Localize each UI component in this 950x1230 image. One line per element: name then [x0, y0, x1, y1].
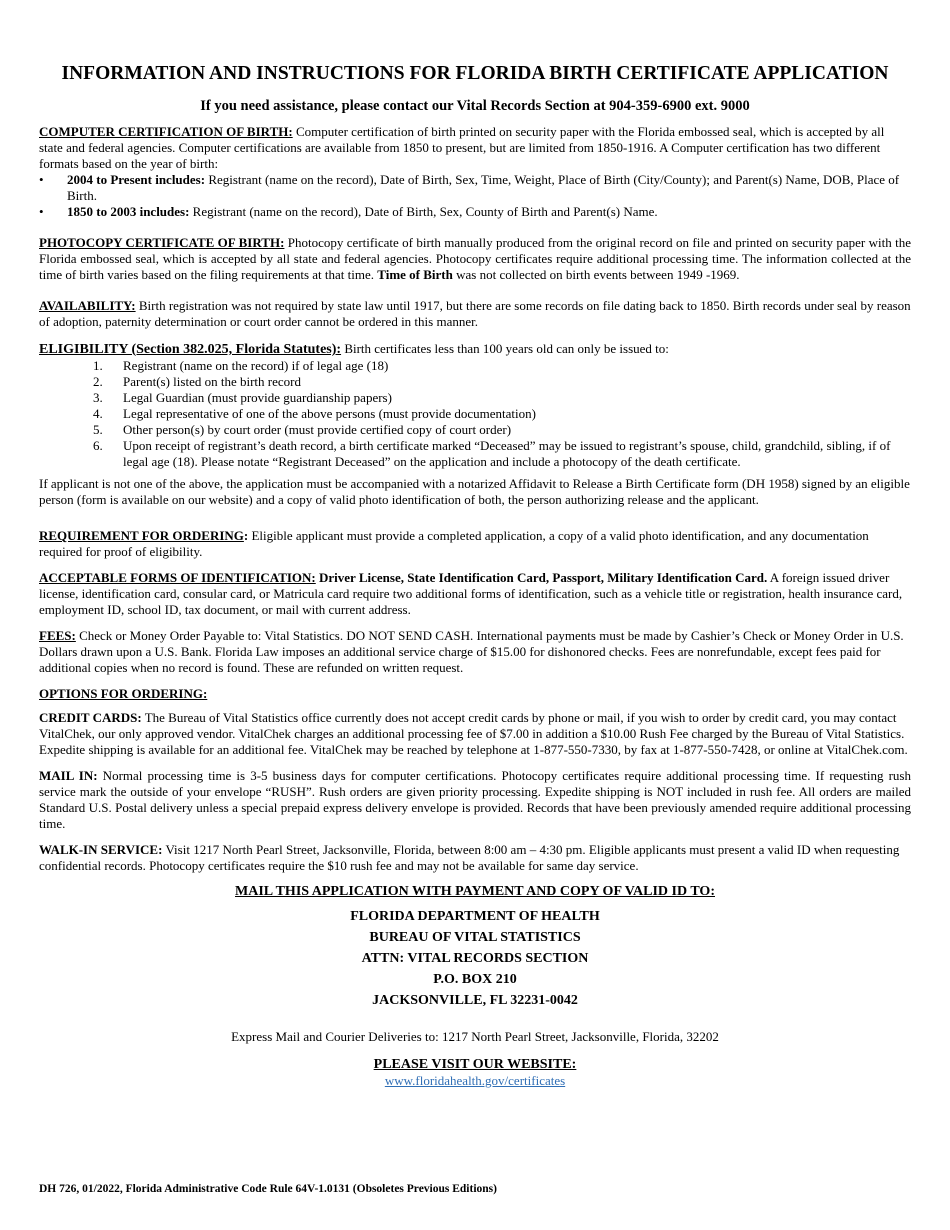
assistance-subtitle: If you need assistance, please contact our Vital Records Section at 904-359-6900 ext. 9000: [200, 98, 750, 114]
list-item: 4. Legal representative of one of the above persons (must provide documentation): [93, 406, 536, 421]
list-item: 3. Legal Guardian (must provide guardianship papers): [93, 390, 392, 405]
eligibility-note: If applicant is not one of the above, the application must be accompanied with a notarized Affidavit to Release a Birth Certificate form (DH 1958) signed by an eligible person (form is available on our website) and a copy of valid photo identification of both, the person authorizing release and the applicant.: [39, 476, 910, 507]
credit-cards-label: CREDIT CARDS:: [39, 710, 142, 725]
list-item: 5. Other person(s) by court order (must provide certified copy of court order): [93, 422, 512, 437]
computer-certification-heading: COMPUTER CERTIFICATION OF BIRTH:: [39, 124, 293, 139]
mail-in-label: MAIL IN:: [39, 768, 98, 783]
photocopy-certificate-section: PHOTOCOPY CERTIFICATE OF BIRTH: Photocopy certificate of birth manually produced from the original record on file and printed on security paper with the Florida embossed seal, which is accepted by all state and federal agencies. Photocopy certificates require additional processing time. The information collected at the time of birth varies based on the filing requirements at that time. Time of Birth was not collected on birth events between 1949 -1969.: [39, 235, 911, 282]
eligibility-intro: ELIGIBILITY (Section 382.025, Florida Statutes): Birth certificates less than 100 years old can only be issued to:: [39, 341, 669, 357]
computer-certification-formats: [39, 172, 911, 220]
eligibility-list: [39, 358, 911, 470]
credit-cards-section: CREDIT CARDS: The Bureau of Vital Statistics office currently does not accept credit cards by phone or mail, if you wish to order by credit card, you may contact VitalChek, our only approved vendor. VitalChek charges an additional processing fee of $7.00 in addition a $10.00 Rush Fee charged by the Bureau of Vital Statistics. Expedite shipping is available for an additional fee. VitalChek may be reached by telephone at 1-877-550-7330, by fax at 1-877-550-7428, or online at VitalChek.com.: [39, 710, 908, 757]
eligibility-section: [39, 341, 911, 508]
mailing-address: [39, 906, 911, 1011]
express-delivery-note: Express Mail and Courier Deliveries to: 1217 North Pearl Street, Jacksonville, Florida, 32202: [231, 1029, 719, 1044]
address-line: FLORIDA DEPARTMENT OF HEALTH: [350, 909, 600, 924]
address-line: JACKSONVILLE, FL 32231-0042: [372, 993, 578, 1008]
computer-certification-body: Computer certification of birth printed on security paper with the Florida embossed seal, which is accepted by all state and federal agencies. Computer certifications are available from 1850 to present, but are limited from 1850-1916. A Computer certification has two different formats based on the year of birth:: [39, 124, 885, 171]
availability-heading: AVAILABILITY:: [39, 298, 136, 313]
form-footer: DH 726, 01/2022, Florida Administrative Code Rule 64V-1.0131 (Obsoletes Previous Editions): [39, 1183, 497, 1195]
address-line: P.O. BOX 210: [433, 972, 517, 987]
website-link[interactable]: www.floridahealth.gov/certificates: [384, 1073, 566, 1088]
requirement-heading: REQUIREMENT FOR ORDERING: [39, 528, 244, 543]
fees-section: FEES: Check or Money Order Payable to: Vital Statistics. DO NOT SEND CASH. International payments must be made by Cashier’s Check or Money Order in U.S. Dollars drawn upon a U.S. Bank. Florida Law imposes an additional service charge of $15.00 for dishonored checks. Fees are nonrefundable, except fees paid for additional copies when no record is found. These are refunded on written request.: [39, 628, 904, 675]
walk-in-section: WALK-IN SERVICE: Visit 1217 North Pearl Street, Jacksonville, Florida, between 8:00 am – 4:30 pm. Eligible applicants must present a valid ID when requesting confidential records. Photocopy certificates require the $10 rush fee and may not be available for same day service.: [39, 842, 900, 873]
mail-heading: MAIL THIS APPLICATION WITH PAYMENT AND COPY OF VALID ID TO:: [235, 884, 715, 899]
list-item: 2. Parent(s) listed on the birth record: [93, 374, 301, 389]
availability-section: AVAILABILITY: Birth registration was not required by state law until 1917, but there are some records on file dating back to 1850. Birth records under seal by reason of adoption, paternity determination or court order cannot be ordered in this manner.: [39, 298, 911, 329]
options-heading: OPTIONS FOR ORDERING:: [39, 686, 208, 701]
list-item: • 2004 to Present includes: Registrant (name on the record), Date of Birth, Sex, Time, Weight, Place of Birth (City/County); and Parent(s) Name, DOB, Place of Birth.: [39, 172, 911, 204]
document-page: [39, 62, 911, 1089]
address-line: ATTN: VITAL RECORDS SECTION: [361, 951, 589, 966]
mail-in-section: MAIL IN: Normal processing time is 3-5 business days for computer certifications. Photocopy certificates require additional processing time. If requesting rush service mark the outside of your envelope “RUSH”. Rush orders are given priority processing. Expedite shipping is NOT included in rush fee. All orders are mailed Standard U.S. Postal delivery unless a special prepaid express delivery envelope is provided. Records that have been previously amended require additional processing time.: [39, 768, 911, 831]
document-title: INFORMATION AND INSTRUCTIONS FOR FLORIDA BIRTH CERTIFICATE APPLICATION: [61, 63, 889, 84]
address-line: BUREAU OF VITAL STATISTICS: [369, 930, 581, 945]
computer-certification-text: [39, 124, 911, 172]
identification-section: ACCEPTABLE FORMS OF IDENTIFICATION: Driver License, State Identification Card, Passport, Military Identification Card. A foreign issued driver license, identification card, consular card, or Matricula card require two additional forms of identification, such as a vehicle title or registration, health insurance card, employment ID, school ID, tax document, or mail with current address.: [39, 570, 903, 617]
computer-certification-section: [39, 124, 911, 220]
list-item: 6. Upon receipt of registrant’s death record, a birth certificate marked “Deceased” may be issued to registrant’s spouse, child, grandchild, sibling, if of legal age (18). Please notate “Registrant Deceased” on the application and include a photocopy of the death certificate.: [93, 438, 891, 469]
requirement-section: REQUIREMENT FOR ORDERING: Eligible applicant must provide a completed application, a copy of a valid photo identification, and any documentation required for proof of eligibility.: [39, 528, 869, 559]
photocopy-certificate-heading: PHOTOCOPY CERTIFICATE OF BIRTH:: [39, 235, 285, 250]
list-item: • 1850 to 2003 includes: Registrant (name on the record), Date of Birth, Sex, County of Birth and Parent(s) Name.: [39, 204, 911, 220]
walk-in-label: WALK-IN SERVICE:: [39, 842, 163, 857]
eligibility-heading: ELIGIBILITY (Section 382.025, Florida Statutes):: [39, 342, 342, 357]
list-item: 1. Registrant (name on the record) if of legal age (18): [93, 358, 389, 373]
identification-heading: ACCEPTABLE FORMS OF IDENTIFICATION:: [39, 570, 316, 585]
fees-heading: FEES:: [39, 628, 76, 643]
website-heading: PLEASE VISIT OUR WEBSITE:: [373, 1057, 577, 1072]
